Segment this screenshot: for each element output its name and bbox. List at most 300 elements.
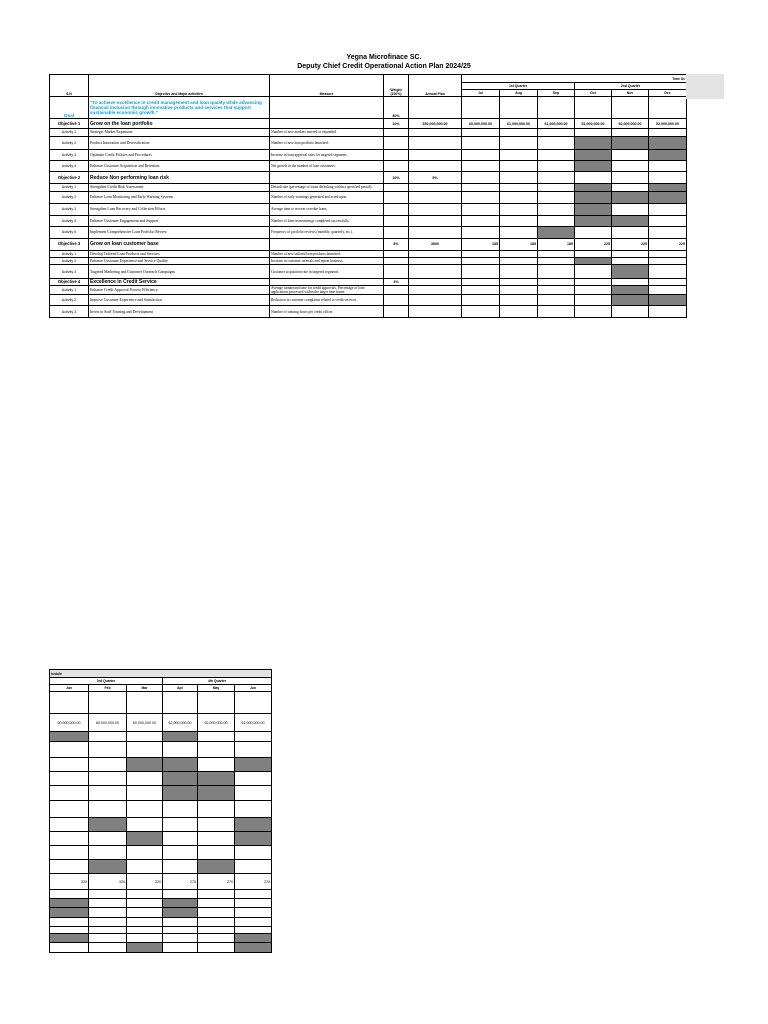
month-cell: 51,000,000.00 <box>575 119 612 129</box>
month-cell <box>612 136 649 149</box>
row-sn: Activity 1 <box>50 286 89 295</box>
month-cell <box>89 818 127 832</box>
goal-row <box>50 97 687 119</box>
month-cell <box>538 286 575 295</box>
row-measure: Number of new loan products launched. <box>270 136 384 149</box>
month-cell <box>198 908 235 918</box>
month-cell <box>612 250 649 258</box>
row-measure: Number of training hours per credit officer. <box>270 306 384 318</box>
month-cell <box>649 203 687 215</box>
month-cell <box>462 258 500 265</box>
row-measure: Average time to recover overdue loans. <box>270 203 384 215</box>
month-may: May <box>198 685 235 692</box>
row-measure <box>270 238 384 250</box>
month-cell <box>538 191 575 203</box>
month-cell: 225 <box>649 238 687 250</box>
row-sn: Activity 1 <box>50 129 89 137</box>
activity-row <box>50 184 687 192</box>
row-sn: Activity 2 <box>50 258 89 265</box>
month-cell <box>612 149 649 161</box>
month-cell <box>649 250 687 258</box>
row-measure: Average turnaround time for credit approvals. Percentage of loan applications processed within the target time frame. <box>270 286 384 295</box>
month-cell <box>50 934 89 943</box>
row-annual-plan <box>409 226 462 238</box>
row-weight <box>384 295 409 306</box>
month-cell <box>612 161 649 172</box>
month-cell <box>50 758 89 772</box>
row-text: Optimize Credit Policies and Procedures <box>89 149 270 161</box>
month-cell <box>127 918 163 927</box>
row-annual-plan <box>409 191 462 203</box>
month-cell <box>50 927 89 934</box>
month-cell <box>163 818 198 832</box>
month-cell <box>500 97 538 119</box>
row-measure: Default rate (percentage of loans defaulting within a specified period). <box>270 184 384 192</box>
month-cell <box>163 772 198 786</box>
month-cell <box>235 742 272 758</box>
month-cell <box>612 265 649 279</box>
row-text: Strategic Market Expansion <box>89 129 270 137</box>
row-sn: Objective 1 <box>50 119 89 129</box>
month-cell <box>163 908 198 918</box>
month-dec: Dec <box>649 90 687 97</box>
month-cell <box>235 918 272 927</box>
month-cell <box>89 801 127 818</box>
row-text: Strengthen Credit Risk Assessment <box>89 184 270 192</box>
row-measure <box>270 119 384 129</box>
month-cell <box>50 899 89 908</box>
month-cell <box>649 184 687 192</box>
month-cell <box>538 250 575 258</box>
row-sn: Activity 1 <box>50 184 89 192</box>
month-cell <box>612 286 649 295</box>
month-nov: Nov <box>612 90 649 97</box>
month-cell <box>198 772 235 786</box>
month-cell <box>462 129 500 137</box>
month-cell <box>89 908 127 918</box>
month-cell <box>198 818 235 832</box>
month-cell: 60,000,000.00 <box>89 714 127 732</box>
month-cell <box>235 786 272 801</box>
month-cell <box>127 772 163 786</box>
month-cell: 225 <box>575 238 612 250</box>
month-cell <box>612 172 649 184</box>
row-annual-plan <box>409 286 462 295</box>
header-measure: Measure <box>270 75 384 97</box>
month-cell <box>235 692 272 714</box>
goal-row-continued <box>50 692 272 714</box>
month-cell <box>50 818 89 832</box>
row-weight <box>384 286 409 295</box>
month-cell <box>500 184 538 192</box>
month-cell <box>575 149 612 161</box>
row-weight <box>384 215 409 226</box>
month-cell: 270 <box>198 874 235 890</box>
row-text: Product Innovation and Diversification <box>89 136 270 149</box>
month-cell <box>575 136 612 149</box>
month-cell <box>163 846 198 860</box>
month-cell <box>538 129 575 137</box>
month-cell: 320 <box>89 874 127 890</box>
month-cell: 185 <box>538 238 575 250</box>
month-cell <box>198 832 235 846</box>
month-cell <box>127 908 163 918</box>
row-annual-plan <box>409 203 462 215</box>
month-cell <box>538 306 575 318</box>
month-cell <box>649 129 687 137</box>
row-text: Enhance Loan Monitoring and Early Warning Systems <box>89 191 270 203</box>
month-cell <box>235 732 272 742</box>
goal-weight: 40% <box>384 97 409 119</box>
month-cell <box>127 934 163 943</box>
row-weight: 10% <box>384 172 409 184</box>
month-jan: Jan <box>50 685 89 692</box>
month-cell <box>163 918 198 927</box>
row-measure: Number of new markets entered or expanded. <box>270 129 384 137</box>
month-cell <box>612 215 649 226</box>
row-annual-plan <box>409 279 462 286</box>
month-cell <box>575 258 612 265</box>
month-jun: Jun <box>235 685 272 692</box>
month-cell: 270 <box>235 874 272 890</box>
month-cell <box>575 279 612 286</box>
row-sn: Activity 2 <box>50 295 89 306</box>
objective-row <box>50 238 687 250</box>
continued-row <box>50 732 272 742</box>
month-cell <box>612 258 649 265</box>
month-cell <box>163 899 198 908</box>
continued-row <box>50 801 272 818</box>
row-measure <box>270 172 384 184</box>
row-text: Implement Comprehensive Loan Portfolio Review <box>89 226 270 238</box>
month-cell <box>649 306 687 318</box>
month-cell <box>500 191 538 203</box>
month-cell: 61,000,000.00 <box>500 119 538 129</box>
activity-row <box>50 203 687 215</box>
month-cell <box>127 860 163 874</box>
row-text: Invest in Staff Training and Development <box>89 306 270 318</box>
month-cell <box>235 758 272 772</box>
row-weight <box>384 184 409 192</box>
continued-row <box>50 908 272 918</box>
month-cell: 225 <box>612 238 649 250</box>
month-cell <box>612 97 649 119</box>
month-cell: 320 <box>50 874 89 890</box>
time-schedule-header: Time Sc <box>462 75 687 83</box>
row-sn: Activity 3 <box>50 203 89 215</box>
month-cell <box>50 943 89 953</box>
plan-title: Deputy Chief Credit Operational Action Plan 2024/25 <box>297 63 471 70</box>
month-cell <box>50 732 89 742</box>
month-cell <box>50 692 89 714</box>
company-name: Yegna Microfinace SC. <box>346 54 422 61</box>
month-cell <box>649 279 687 286</box>
month-feb: Feb <box>89 685 127 692</box>
row-weight <box>384 203 409 215</box>
row-text: Improve Customer Experience and Satisfaction <box>89 295 270 306</box>
month-cell <box>127 899 163 908</box>
month-cell <box>575 286 612 295</box>
row-text: Develop Tailored Loan Products and Services <box>89 250 270 258</box>
month-cell <box>575 129 612 137</box>
month-cell <box>575 265 612 279</box>
month-cell <box>462 161 500 172</box>
month-cell <box>612 306 649 318</box>
month-cell <box>89 786 127 801</box>
month-cell <box>575 226 612 238</box>
activity-row <box>50 149 687 161</box>
month-cell <box>127 786 163 801</box>
row-measure: Net growth in the number of loan customers. <box>270 161 384 172</box>
row-weight <box>384 136 409 149</box>
month-cell <box>649 265 687 279</box>
month-cell <box>500 265 538 279</box>
month-cell <box>575 203 612 215</box>
row-weight <box>384 161 409 172</box>
goal-text: "To achieve excellence in credit management and loan quality while advancing financial inclusion through innovative products and services that support sustainable economic growth." <box>89 97 270 119</box>
quarter-4-header: 4th Quarter <box>163 678 272 685</box>
month-cell <box>612 279 649 286</box>
month-cell <box>50 742 89 758</box>
month-cell <box>89 772 127 786</box>
month-cell <box>500 172 538 184</box>
month-cell <box>163 758 198 772</box>
row-sn: Activity 5 <box>50 226 89 238</box>
header-weight: Weight (100%) <box>384 75 409 97</box>
month-cell <box>462 149 500 161</box>
month-cell <box>127 818 163 832</box>
month-cell: 60,000,000.00 <box>50 714 89 732</box>
row-sn: Activity 3 <box>50 149 89 161</box>
row-measure: Increase in loan approval rates for targeted segments. <box>270 149 384 161</box>
month-cell <box>163 943 198 953</box>
row-weight <box>384 129 409 137</box>
activity-row <box>50 265 687 279</box>
row-annual-plan <box>409 265 462 279</box>
activity-row <box>50 129 687 137</box>
month-cell <box>462 265 500 279</box>
month-cell <box>163 692 198 714</box>
activity-row <box>50 215 687 226</box>
row-weight: 8% <box>384 238 409 250</box>
month-cell <box>649 149 687 161</box>
month-cell <box>163 801 198 818</box>
goal-label: Goal <box>50 97 89 119</box>
month-cell <box>50 832 89 846</box>
row-text: Strengthen Loan Recovery and Collection Efforts <box>89 203 270 215</box>
month-cell <box>127 832 163 846</box>
row-measure: Increase in customer referrals and repeat business. <box>270 258 384 265</box>
row-text: Excellence in Credit Service <box>89 279 270 286</box>
month-cell <box>163 934 198 943</box>
month-cell <box>50 908 89 918</box>
activity-row <box>50 161 687 172</box>
month-cell <box>538 215 575 226</box>
activity-row <box>50 136 687 149</box>
month-cell <box>500 279 538 286</box>
row-measure <box>270 279 384 286</box>
month-cell <box>163 927 198 934</box>
continued-row <box>50 772 272 786</box>
month-cell <box>235 927 272 934</box>
month-cell <box>649 161 687 172</box>
row-weight <box>384 191 409 203</box>
month-cell <box>538 279 575 286</box>
month-cell: 52,000,000.00 <box>612 119 649 129</box>
month-cell <box>462 215 500 226</box>
month-apr: Apr <box>163 685 198 692</box>
action-plan-table <box>49 74 687 318</box>
month-cell <box>198 786 235 801</box>
month-cell <box>50 786 89 801</box>
month-cell <box>649 172 687 184</box>
month-cell: 61,000,000.00 <box>538 119 575 129</box>
goal-annual-plan <box>409 97 462 119</box>
month-cell <box>163 890 198 899</box>
continued-row <box>50 846 272 860</box>
month-cell <box>163 786 198 801</box>
row-measure: Customer acquisition rate in targeted segments. <box>270 265 384 279</box>
month-cell <box>235 908 272 918</box>
continued-row <box>50 742 272 758</box>
month-cell <box>89 943 127 953</box>
month-cell <box>462 97 500 119</box>
action-plan-table-continued <box>49 669 272 953</box>
month-cell <box>235 818 272 832</box>
month-cell <box>649 191 687 203</box>
month-cell <box>89 692 127 714</box>
continued-row <box>50 874 272 890</box>
month-oct: Oct <box>575 90 612 97</box>
month-cell <box>538 136 575 149</box>
row-annual-plan <box>409 149 462 161</box>
continued-row <box>50 899 272 908</box>
month-cell <box>235 832 272 846</box>
month-sep: Sep <box>538 90 575 97</box>
month-cell <box>127 943 163 953</box>
month-cell <box>235 846 272 860</box>
objective-row <box>50 119 687 129</box>
month-cell <box>462 295 500 306</box>
goal-measure <box>270 97 384 119</box>
month-cell <box>89 832 127 846</box>
month-cell <box>163 742 198 758</box>
month-cell <box>89 899 127 908</box>
month-cell <box>538 184 575 192</box>
continued-row <box>50 832 272 846</box>
continued-row <box>50 934 272 943</box>
month-cell <box>198 742 235 758</box>
row-annual-plan: 3000 <box>409 238 462 250</box>
row-measure: Number of loan restructurings completed successfully. <box>270 215 384 226</box>
month-cell <box>89 732 127 742</box>
month-cell <box>198 692 235 714</box>
month-cell <box>575 97 612 119</box>
month-mar: Mar <box>127 685 163 692</box>
time-schedule-overflow <box>686 74 724 99</box>
activity-row <box>50 226 687 238</box>
month-cell <box>127 742 163 758</box>
month-cell: 60,000,000.00 <box>462 119 500 129</box>
month-cell <box>127 846 163 860</box>
month-cell <box>612 184 649 192</box>
month-cell <box>50 890 89 899</box>
month-cell <box>500 136 538 149</box>
month-cell <box>50 772 89 786</box>
continued-row <box>50 927 272 934</box>
month-cell <box>198 927 235 934</box>
month-cell <box>462 226 500 238</box>
month-cell <box>575 191 612 203</box>
row-sn: Activity 3 <box>50 265 89 279</box>
month-cell <box>127 927 163 934</box>
month-cell <box>462 184 500 192</box>
month-cell <box>89 846 127 860</box>
continued-row <box>50 818 272 832</box>
row-measure: Reduction in customer complaints related to credit services. <box>270 295 384 306</box>
continued-row <box>50 786 272 801</box>
row-text: Enhance Customer Experience and Service Quality <box>89 258 270 265</box>
row-text: Grow on the loan portfolio <box>89 119 270 129</box>
continued-row <box>50 860 272 874</box>
row-annual-plan <box>409 129 462 137</box>
month-cell <box>127 692 163 714</box>
row-sn: Activity 2 <box>50 136 89 149</box>
continued-row <box>50 890 272 899</box>
month-cell <box>462 136 500 149</box>
month-cell <box>500 149 538 161</box>
row-annual-plan <box>409 161 462 172</box>
month-cell <box>575 306 612 318</box>
row-weight <box>384 265 409 279</box>
row-sn: Activity 2 <box>50 191 89 203</box>
month-cell <box>649 258 687 265</box>
month-cell <box>235 934 272 943</box>
row-text: Reduce Non performing loan risk <box>89 172 270 184</box>
month-cell <box>612 226 649 238</box>
month-cell <box>500 250 538 258</box>
month-cell: 185 <box>462 238 500 250</box>
month-cell <box>575 250 612 258</box>
month-cell <box>198 890 235 899</box>
month-cell <box>198 758 235 772</box>
month-cell: 270 <box>163 874 198 890</box>
row-text: Enhance Customer Acquisition and Retention <box>89 161 270 172</box>
month-cell <box>198 860 235 874</box>
activity-row <box>50 286 687 295</box>
month-cell <box>462 172 500 184</box>
continued-row <box>50 943 272 953</box>
month-cell: 62,000,000.00 <box>235 714 272 732</box>
activity-row <box>50 191 687 203</box>
month-cell <box>163 732 198 742</box>
month-cell <box>538 295 575 306</box>
month-cell <box>89 927 127 934</box>
activity-row <box>50 306 687 318</box>
row-weight <box>384 149 409 161</box>
month-cell <box>127 732 163 742</box>
row-text: Grow on loan customer base <box>89 238 270 250</box>
month-cell <box>89 742 127 758</box>
month-cell: 60,000,000.00 <box>127 714 163 732</box>
month-cell <box>198 846 235 860</box>
month-cell <box>127 890 163 899</box>
month-cell <box>235 899 272 908</box>
month-cell <box>649 295 687 306</box>
month-cell: 62,000,000.00 <box>163 714 198 732</box>
month-cell <box>612 191 649 203</box>
month-cell <box>462 279 500 286</box>
